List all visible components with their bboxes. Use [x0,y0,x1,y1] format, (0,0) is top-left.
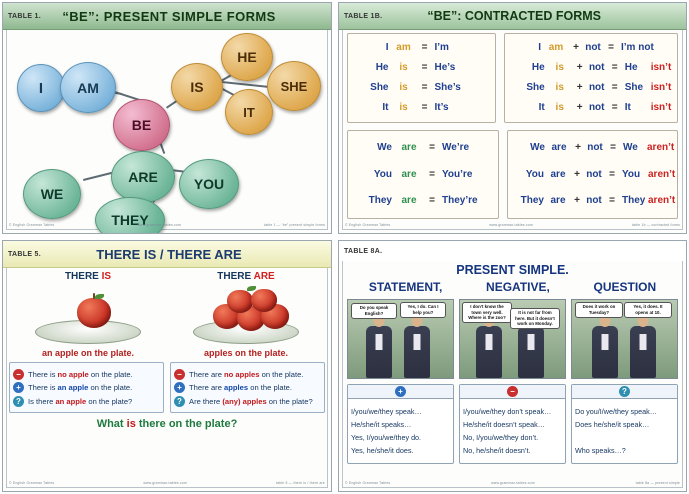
node-am: AM [60,62,116,113]
caption-right-sentence: apples on the plate. [203,348,288,358]
panel-be-contracted-forms [338,2,687,234]
speech-bubble: Yes, I do. Can I help you? [400,302,446,318]
panel3-footer-right: table 5 — there is / there are [276,481,325,485]
column-there-are [170,362,325,413]
panel-present-simple-statement-negative-question [338,240,687,492]
list-item: Yes, he/she/it does. [351,445,414,455]
subtitle-negative: NEGATIVE, [486,279,550,294]
table-row: He is + not = He isn’t [531,62,672,74]
node-is: IS [171,63,223,111]
apple-shape [227,290,253,313]
list-item: No, I/you/we/they don’t. [463,432,539,442]
question-icon: ? [619,386,630,397]
speech-bubble: It is not far from here. But it doesn’t work on Monday. [510,308,560,330]
list-item: − There are no apples on the plate. [174,369,321,380]
panel1-header [3,3,331,30]
panel2-header [339,3,686,30]
speech-bubble: Yes, it does. It opens at 10. [624,302,672,318]
panel4-footer-mid: www.grammar-tables.com [491,481,535,485]
node-it: IT [225,89,273,135]
illustration-single-apple [9,282,167,358]
table-row: You are = You’re [373,168,473,180]
column-there-is [9,362,164,413]
panel3-footer-left: © English Grammar Tables [9,481,55,485]
node-she: SHE [267,61,321,111]
list-item: Does he/she/it speak… [575,419,650,429]
apple-shape [77,298,111,328]
photo-statement [347,299,454,379]
list-item: No, he/she/it doesn’t. [463,445,531,455]
panel3-title: THERE IS / THERE ARE [96,246,242,262]
photo-question [571,299,678,379]
node-we: WE [23,169,81,219]
list-item: ? Is there an apple on the plate? [13,396,160,407]
panel4-header [339,241,686,261]
panel4-subtitles [347,280,678,294]
list-item: Yes, I/you/we/they do. [351,432,422,442]
node-he: HE [221,33,273,81]
list-item: − There is no apple on the plate. [13,369,160,380]
caption-left-sentence: an apple on the plate. [41,348,134,358]
list-item: + There are apples on the plate. [174,382,321,393]
panel2-footer-right: table 1b — contracted forms [632,223,680,227]
panel1-footer [9,223,325,230]
panel-there-is-there-are [2,240,332,492]
panel2-table-label: TABLE 1B. [344,12,383,20]
node-you: YOU [179,159,239,209]
apple-leaf [95,294,104,299]
table-row: You are + not = You aren’t [525,168,676,180]
speech-bubble: Does it work on Tuesday? [575,302,623,318]
minus-icon: − [174,369,185,380]
table-row: It is + not = It isn’t [538,101,672,113]
photo-negative [459,299,566,379]
panel3-footer-mid: www.grammar-tables.com [143,481,187,485]
panel1-footer-right: table 1 — “be” present simple forms [264,223,325,227]
present-simple-body [347,263,678,479]
column-negative [459,384,566,464]
subtitle-statement: STATEMENT, [368,279,443,294]
final-question: What is there on the plate? [96,418,238,430]
caption-there-is: THERE IS [64,271,112,282]
box-negative-singular [504,33,678,123]
node-i: I [17,64,65,112]
panel3-header [3,241,331,268]
plus-icon: + [174,382,185,393]
table-row: I am = I’m [385,42,449,54]
photo-strip [347,299,678,379]
box-negative-plural [507,130,678,220]
singular-row [347,33,678,123]
subtitle-question: QUESTION [593,279,657,294]
minus-icon: − [507,386,518,397]
table-row: I am + not = I’m not [538,42,654,54]
panel4-footer [345,481,680,488]
table-row: We are = We’re [377,142,470,153]
forms-columns [347,384,678,464]
column-question [571,384,678,464]
list-item: I/you/we/they speak… [351,406,422,416]
list-item: ? Are there (any) apples on the plate? [174,396,321,407]
question-icon: ? [13,396,24,407]
panel2-title: “BE”: CONTRACTED FORMS [427,9,601,23]
table-row: She is = She’s [370,81,461,93]
table-row: It is = It’s [382,101,449,113]
node-they: THEY [95,197,165,234]
illustration-many-apples [167,282,325,358]
list-item: Do you/I/we/they speak… [575,406,657,416]
table-row: They are = They’re [368,195,478,206]
captions-row [9,271,325,282]
panel4-table-label: TABLE 8A. [344,247,383,255]
list-item [575,433,674,442]
panel4-title: PRESENT SIMPLE. [456,263,569,277]
table-row: We are + not = We aren’t [530,142,675,153]
plus-icon: + [13,382,24,393]
box-affirmative-plural [347,130,499,220]
box-affirmative-singular [347,33,496,123]
panel1-footer-left: © English Grammar Tables [9,223,55,227]
list-item: He/she/it doesn’t speak… [463,419,545,429]
contracted-forms-body [347,33,678,219]
column-statement [347,384,454,464]
speech-bubble: I don’t know the town very well. Where is the zoo? [462,302,512,324]
table-row: They are + not = They aren’t [520,195,676,206]
panel-be-present-simple-forms [2,2,332,234]
panel1-table-label: TABLE 1. [8,12,41,20]
panel4-footer-right: table 8a — present simple [635,481,680,485]
list-item: Who speaks…? [575,445,626,455]
panel3-table-label: TABLE 5. [8,250,41,258]
apple-shape [251,289,277,312]
question-icon: ? [174,396,185,407]
panel2-footer-left: © English Grammar Tables [345,223,391,227]
speech-bubble: Do you speak English? [351,303,397,319]
list-item: He/she/it speaks… [351,419,412,429]
panel1-footer-mid: www.grammar-tables.com [137,223,181,227]
panel1-title: “BE”: PRESENT SIMPLE FORMS [62,8,276,24]
panel2-footer [345,223,680,230]
node-be: BE [113,99,170,151]
sentence-columns [9,362,325,413]
list-item: I/you/we/they don’t speak… [463,406,552,416]
list-item: + There is an apple on the plate. [13,382,160,393]
plural-row [347,130,678,220]
caption-there-are: THERE ARE [217,271,275,282]
there-is-body [9,271,325,479]
table-row: He is = He’s [375,62,456,74]
panel3-footer [9,481,325,488]
table-row: She is + not = She isn’t [526,81,672,93]
minus-icon: − [13,369,24,380]
node-are: ARE [111,151,175,203]
plus-icon: + [395,386,406,397]
panel4-footer-left: © English Grammar Tables [345,481,391,485]
panel2-footer-mid: www.grammar-tables.com [489,223,533,227]
